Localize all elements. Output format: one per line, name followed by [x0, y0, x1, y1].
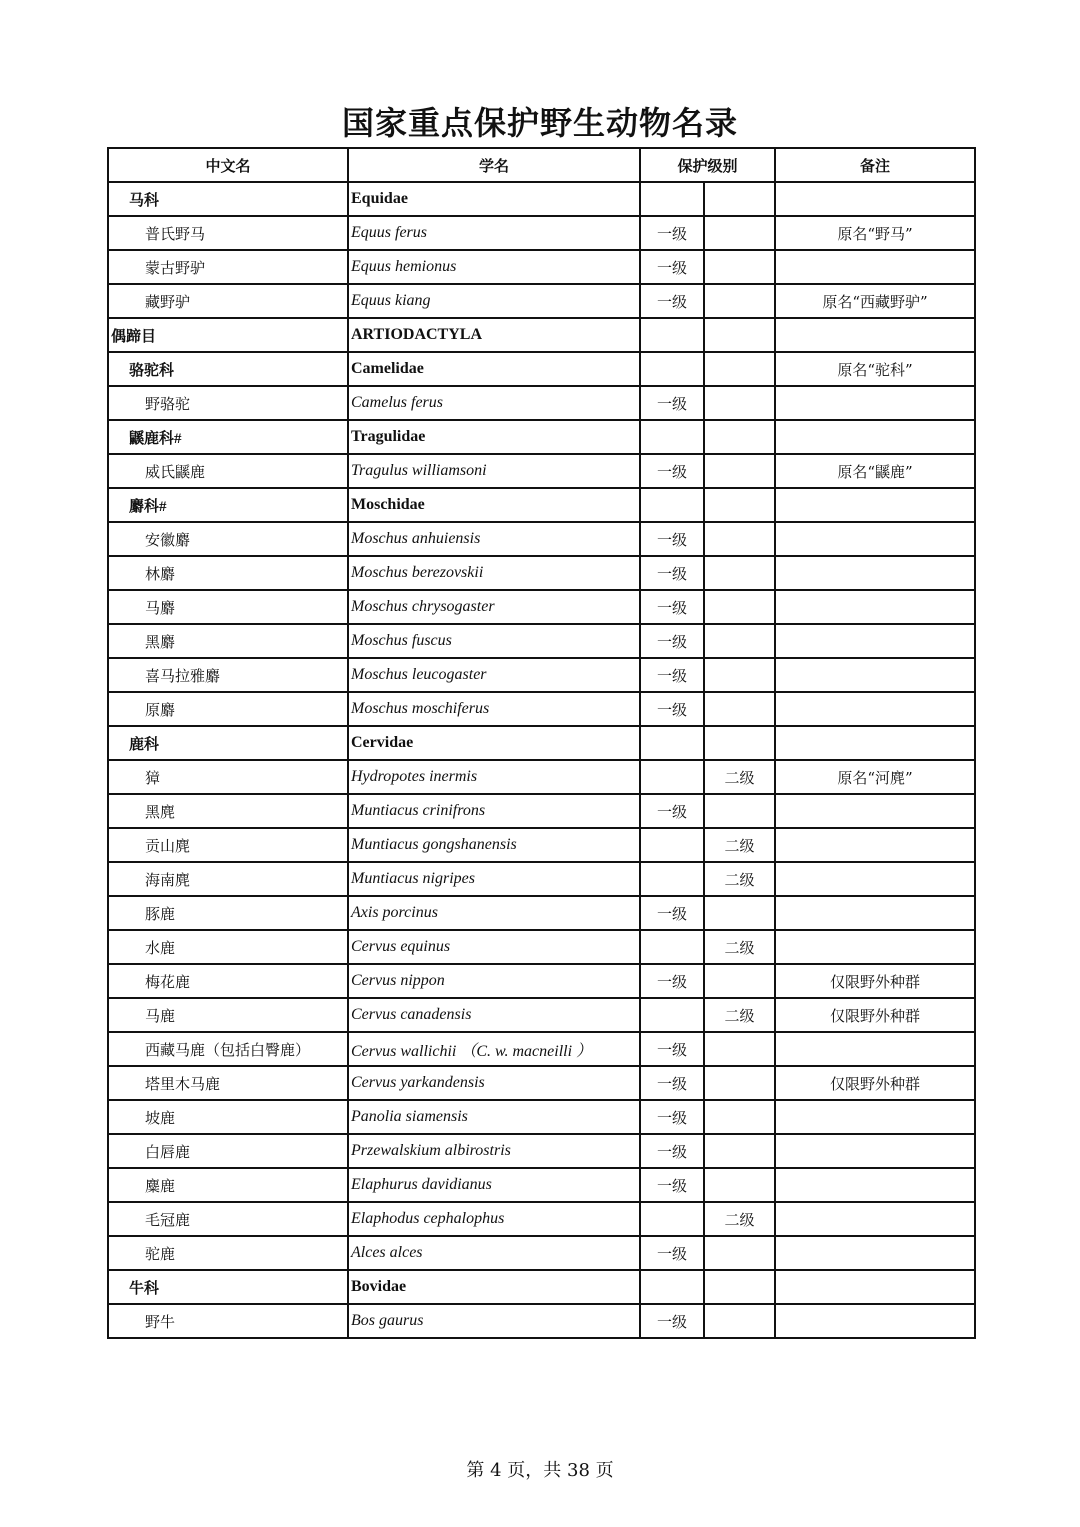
- scientific-name-cell: Equus hemionus: [348, 250, 640, 284]
- scientific-name-cell: Axis porcinus: [348, 896, 640, 930]
- header-notes: 备注: [775, 148, 975, 182]
- table-row-species: [108, 658, 975, 692]
- scientific-name-cell: Equus ferus: [348, 216, 640, 250]
- chinese-name-cell: 普氏野马: [108, 216, 348, 250]
- table-row-species: [108, 1134, 975, 1168]
- chinese-name-cell: 安徽麝: [108, 522, 348, 556]
- table-row-family: [108, 182, 975, 216]
- level-first-cell: 一级: [640, 964, 704, 998]
- table-row-species: [108, 964, 975, 998]
- level-second-cell: [704, 454, 775, 488]
- level-first-cell: 一级: [640, 590, 704, 624]
- notes-cell: [775, 250, 975, 284]
- scientific-name-cell: Cervidae: [348, 726, 640, 760]
- notes-cell: 仅限野外种群: [775, 964, 975, 998]
- chinese-name-cell: 马麝: [108, 590, 348, 624]
- level-first-cell: [640, 760, 704, 794]
- notes-cell: [775, 1134, 975, 1168]
- notes-cell: 原名“野马”: [775, 216, 975, 250]
- scientific-name-cell: Tragulidae: [348, 420, 640, 454]
- notes-cell: [775, 1168, 975, 1202]
- chinese-name-cell: 海南麂: [108, 862, 348, 896]
- table-row-species: [108, 1168, 975, 1202]
- level-first-cell: 一级: [640, 1168, 704, 1202]
- level-second-cell: [704, 1100, 775, 1134]
- level-second-cell: 二级: [704, 930, 775, 964]
- level-second-cell: [704, 1134, 775, 1168]
- scientific-name-cell: Muntiacus nigripes: [348, 862, 640, 896]
- scientific-name-cell: Cervus wallichii （C. w. macneilli ）: [348, 1032, 640, 1066]
- level-second-cell: [704, 794, 775, 828]
- chinese-name-cell: 藏野驴: [108, 284, 348, 318]
- notes-cell: [775, 488, 975, 522]
- notes-cell: 仅限野外种群: [775, 1066, 975, 1100]
- table-row-species: [108, 250, 975, 284]
- level-second-cell: [704, 386, 775, 420]
- notes-cell: [775, 590, 975, 624]
- level-first-cell: 一级: [640, 692, 704, 726]
- notes-cell: 仅限野外种群: [775, 998, 975, 1032]
- notes-cell: 原名“鼷鹿”: [775, 454, 975, 488]
- scientific-name-cell: Moschus fuscus: [348, 624, 640, 658]
- notes-cell: [775, 1236, 975, 1270]
- chinese-name-cell: 豚鹿: [108, 896, 348, 930]
- level-first-cell: [640, 930, 704, 964]
- notes-cell: [775, 182, 975, 216]
- scientific-name-cell: Moschus moschiferus: [348, 692, 640, 726]
- level-first-cell: [640, 1202, 704, 1236]
- level-second-cell: 二级: [704, 760, 775, 794]
- level-first-cell: 一级: [640, 556, 704, 590]
- level-first-cell: 一级: [640, 1236, 704, 1270]
- notes-cell: [775, 318, 975, 352]
- level-second-cell: [704, 318, 775, 352]
- notes-cell: [775, 624, 975, 658]
- level-second-cell: [704, 692, 775, 726]
- level-first-cell: 一级: [640, 454, 704, 488]
- level-second-cell: [704, 250, 775, 284]
- table-row-species: [108, 556, 975, 590]
- notes-cell: 原名“西藏野驴”: [775, 284, 975, 318]
- chinese-name-cell: 鹿科: [108, 726, 348, 760]
- table-row-species: [108, 930, 975, 964]
- scientific-name-cell: Bovidae: [348, 1270, 640, 1304]
- table-row-species: [108, 794, 975, 828]
- chinese-name-cell: 骆驼科: [108, 352, 348, 386]
- table-header-row: [108, 148, 975, 182]
- scientific-name-cell: Muntiacus crinifrons: [348, 794, 640, 828]
- chinese-name-cell: 贡山麂: [108, 828, 348, 862]
- notes-cell: [775, 1032, 975, 1066]
- chinese-name-cell: 威氏鼷鹿: [108, 454, 348, 488]
- page-title: 国家重点保护野生动物名录: [341, 104, 738, 142]
- level-first-cell: 一级: [640, 284, 704, 318]
- level-second-cell: [704, 522, 775, 556]
- level-first-cell: [640, 420, 704, 454]
- scientific-name-cell: Alces alces: [348, 1236, 640, 1270]
- scientific-name-cell: Moschidae: [348, 488, 640, 522]
- chinese-name-cell: 毛冠鹿: [108, 1202, 348, 1236]
- level-first-cell: [640, 828, 704, 862]
- table-row-species: [108, 896, 975, 930]
- notes-cell: [775, 386, 975, 420]
- level-first-cell: 一级: [640, 624, 704, 658]
- table-row-species: [108, 284, 975, 318]
- level-second-cell: [704, 352, 775, 386]
- chinese-name-cell: 喜马拉雅麝: [108, 658, 348, 692]
- level-second-cell: [704, 1304, 775, 1338]
- chinese-name-cell: 梅花鹿: [108, 964, 348, 998]
- scientific-name-cell: Equidae: [348, 182, 640, 216]
- scientific-name-cell: Hydropotes inermis: [348, 760, 640, 794]
- chinese-name-cell: 偶蹄目: [108, 318, 348, 352]
- table-row-species: [108, 1236, 975, 1270]
- scientific-name-cell: Cervus nippon: [348, 964, 640, 998]
- notes-cell: [775, 522, 975, 556]
- level-first-cell: [640, 182, 704, 216]
- table-row-family: [108, 420, 975, 454]
- level-second-cell: [704, 964, 775, 998]
- notes-cell: [775, 930, 975, 964]
- scientific-name-cell: Przewalskium albirostris: [348, 1134, 640, 1168]
- table-row-family: [108, 726, 975, 760]
- chinese-name-cell: 野牛: [108, 1304, 348, 1338]
- table-row-species: [108, 522, 975, 556]
- scientific-name-cell: Cervus yarkandensis: [348, 1066, 640, 1100]
- level-second-cell: [704, 284, 775, 318]
- notes-cell: [775, 692, 975, 726]
- chinese-name-cell: 水鹿: [108, 930, 348, 964]
- chinese-name-cell: 坡鹿: [108, 1100, 348, 1134]
- notes-cell: [775, 556, 975, 590]
- level-second-cell: [704, 1032, 775, 1066]
- level-first-cell: [640, 352, 704, 386]
- table-row-species: [108, 624, 975, 658]
- scientific-name-cell: Moschus chrysogaster: [348, 590, 640, 624]
- level-second-cell: [704, 896, 775, 930]
- level-second-cell: 二级: [704, 828, 775, 862]
- level-second-cell: [704, 556, 775, 590]
- level-second-cell: [704, 1270, 775, 1304]
- scientific-name-cell: Bos gaurus: [348, 1304, 640, 1338]
- scientific-name-cell: Panolia siamensis: [348, 1100, 640, 1134]
- notes-cell: [775, 1100, 975, 1134]
- header-scientific-name: 学名: [348, 148, 640, 182]
- table-row-species: [108, 828, 975, 862]
- table-row-order: [108, 318, 975, 352]
- level-second-cell: [704, 182, 775, 216]
- notes-cell: [775, 1202, 975, 1236]
- notes-cell: [775, 1304, 975, 1338]
- scientific-name-cell: Camelidae: [348, 352, 640, 386]
- page-number: 第 4 页，共 38 页: [466, 1460, 614, 1481]
- level-first-cell: 一级: [640, 250, 704, 284]
- species-table: [107, 147, 976, 1339]
- level-second-cell: [704, 1066, 775, 1100]
- chinese-name-cell: 鼷鹿科#: [108, 420, 348, 454]
- notes-cell: [775, 1270, 975, 1304]
- table-row-species: [108, 692, 975, 726]
- notes-cell: 原名“河麂”: [775, 760, 975, 794]
- table-row-family: [108, 1270, 975, 1304]
- level-first-cell: [640, 998, 704, 1032]
- table-row-species: [108, 1032, 975, 1066]
- table-row-species: [108, 1066, 975, 1100]
- chinese-name-cell: 蒙古野驴: [108, 250, 348, 284]
- level-second-cell: 二级: [704, 1202, 775, 1236]
- notes-cell: [775, 658, 975, 692]
- level-first-cell: 一级: [640, 1304, 704, 1338]
- scientific-name-cell: Tragulus williamsoni: [348, 454, 640, 488]
- notes-cell: [775, 862, 975, 896]
- level-first-cell: [640, 488, 704, 522]
- scientific-name-cell: Elaphodus cephalophus: [348, 1202, 640, 1236]
- scientific-name-cell: Cervus canadensis: [348, 998, 640, 1032]
- table-row-species: [108, 216, 975, 250]
- chinese-name-cell: 牛科: [108, 1270, 348, 1304]
- level-second-cell: [704, 420, 775, 454]
- level-second-cell: [704, 590, 775, 624]
- scientific-name-cell: Cervus equinus: [348, 930, 640, 964]
- level-first-cell: [640, 726, 704, 760]
- chinese-name-cell: 黑麝: [108, 624, 348, 658]
- level-second-cell: [704, 488, 775, 522]
- chinese-name-cell: 林麝: [108, 556, 348, 590]
- chinese-name-cell: 马鹿: [108, 998, 348, 1032]
- notes-cell: [775, 896, 975, 930]
- table-row-species: [108, 998, 975, 1032]
- level-second-cell: [704, 1236, 775, 1270]
- chinese-name-cell: 野骆驼: [108, 386, 348, 420]
- table-row-species: [108, 590, 975, 624]
- level-first-cell: [640, 1270, 704, 1304]
- chinese-name-cell: 马科: [108, 182, 348, 216]
- chinese-name-cell: 原麝: [108, 692, 348, 726]
- table-row-species: [108, 1202, 975, 1236]
- notes-cell: 原名“驼科”: [775, 352, 975, 386]
- scientific-name-cell: Moschus anhuiensis: [348, 522, 640, 556]
- chinese-name-cell: 麋鹿: [108, 1168, 348, 1202]
- table-row-family: [108, 352, 975, 386]
- chinese-name-cell: 驼鹿: [108, 1236, 348, 1270]
- header-chinese-name: 中文名: [108, 148, 348, 182]
- scientific-name-cell: Moschus berezovskii: [348, 556, 640, 590]
- scientific-name-cell: Camelus ferus: [348, 386, 640, 420]
- notes-cell: [775, 420, 975, 454]
- chinese-name-cell: 白唇鹿: [108, 1134, 348, 1168]
- level-first-cell: 一级: [640, 386, 704, 420]
- level-second-cell: 二级: [704, 862, 775, 896]
- level-first-cell: 一级: [640, 794, 704, 828]
- chinese-name-cell: 西藏马鹿（包括白臀鹿）: [108, 1032, 348, 1066]
- scientific-name-cell: Muntiacus gongshanensis: [348, 828, 640, 862]
- level-first-cell: 一级: [640, 896, 704, 930]
- level-second-cell: 二级: [704, 998, 775, 1032]
- scientific-name-cell: ARTIODACTYLA: [348, 318, 640, 352]
- table-row-species: [108, 1304, 975, 1338]
- scientific-name-cell: Moschus leucogaster: [348, 658, 640, 692]
- chinese-name-cell: 麝科#: [108, 488, 348, 522]
- chinese-name-cell: 黑麂: [108, 794, 348, 828]
- level-first-cell: 一级: [640, 1066, 704, 1100]
- table-row-species: [108, 1100, 975, 1134]
- notes-cell: [775, 828, 975, 862]
- scientific-name-cell: Elaphurus davidianus: [348, 1168, 640, 1202]
- chinese-name-cell: 獐: [108, 760, 348, 794]
- table-row-species: [108, 386, 975, 420]
- table-row-family: [108, 488, 975, 522]
- level-first-cell: 一级: [640, 522, 704, 556]
- table-row-species: [108, 760, 975, 794]
- level-first-cell: [640, 862, 704, 896]
- level-second-cell: [704, 658, 775, 692]
- level-second-cell: [704, 216, 775, 250]
- table-row-species: [108, 862, 975, 896]
- table-row-species: [108, 454, 975, 488]
- level-first-cell: 一级: [640, 216, 704, 250]
- level-second-cell: [704, 726, 775, 760]
- level-first-cell: [640, 318, 704, 352]
- notes-cell: [775, 726, 975, 760]
- level-first-cell: 一级: [640, 1134, 704, 1168]
- level-second-cell: [704, 624, 775, 658]
- notes-cell: [775, 794, 975, 828]
- level-first-cell: 一级: [640, 658, 704, 692]
- scientific-name-cell: Equus kiang: [348, 284, 640, 318]
- level-second-cell: [704, 1168, 775, 1202]
- level-first-cell: 一级: [640, 1100, 704, 1134]
- header-protection-level: 保护级别: [640, 148, 775, 182]
- level-first-cell: 一级: [640, 1032, 704, 1066]
- chinese-name-cell: 塔里木马鹿: [108, 1066, 348, 1100]
